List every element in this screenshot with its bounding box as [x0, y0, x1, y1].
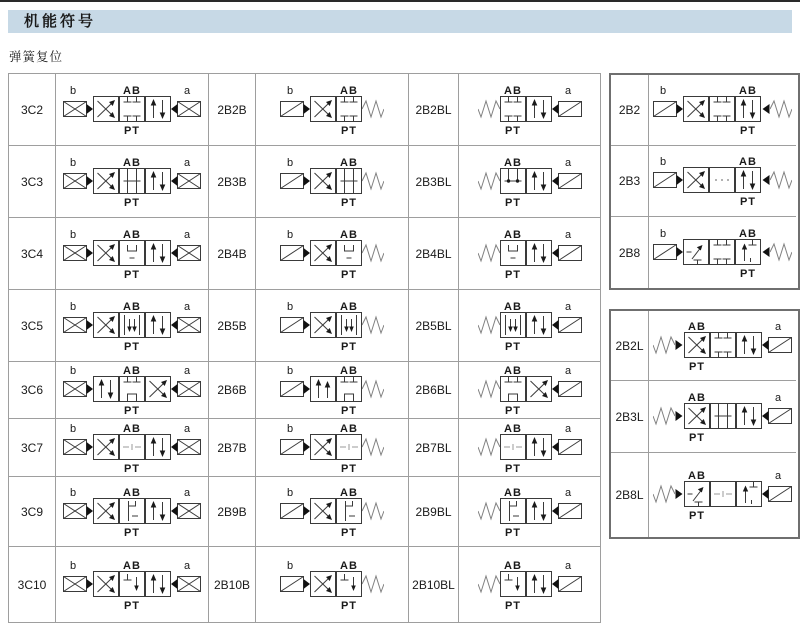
svg-text:PT: PT [340, 340, 358, 352]
svg-text:AB: AB [503, 559, 522, 572]
svg-text:AB: AB [123, 486, 141, 499]
type-label-3C2: 3C2 [9, 74, 56, 146]
svg-text:b: b [69, 156, 77, 169]
svg-text:a: a [564, 300, 571, 313]
svg-text:a: a [564, 84, 571, 97]
section-subtitle: 弹簧复位 [9, 50, 64, 64]
svg-text:PT: PT [123, 526, 141, 538]
svg-text:AB: AB [123, 300, 141, 313]
type-label-2B4B: 2B4B [209, 218, 256, 290]
symbol-cell-2B6BL [459, 362, 601, 419]
svg-text:a: a [564, 559, 571, 572]
svg-text:PT: PT [123, 268, 141, 280]
svg-text:b: b [659, 156, 667, 168]
page-title-bar [8, 10, 792, 33]
type-label-3C4: 3C4 [9, 218, 56, 290]
symbol-cell-2B7BL [459, 419, 601, 477]
side-box-top [609, 73, 800, 290]
symbol-cell-2B3 [649, 146, 796, 217]
symbol-cell-2B3L [649, 381, 796, 453]
svg-text:AB: AB [123, 422, 141, 435]
svg-text:AB: AB [123, 84, 141, 97]
svg-text:AB: AB [503, 156, 522, 169]
svg-text:b: b [69, 486, 77, 499]
valve-symbol-2B3B [276, 156, 388, 208]
svg-text:a: a [564, 422, 571, 435]
svg-text:PT: PT [340, 599, 358, 611]
svg-text:AB: AB [503, 84, 522, 97]
symbol-cell-2B4BL [459, 218, 601, 290]
type-label-2B7B: 2B7B [209, 419, 256, 477]
svg-text:PT: PT [340, 124, 358, 136]
type-label-2B8: 2B8 [611, 217, 649, 288]
type-label-2B5BL: 2B5BL [409, 290, 459, 362]
side-box-bottom [609, 309, 800, 539]
svg-text:PT: PT [688, 431, 706, 443]
type-label-2B2B: 2B2B [209, 74, 256, 146]
svg-text:a: a [564, 228, 571, 241]
svg-text:PT: PT [340, 462, 358, 474]
symbol-cell-2B10BL [459, 547, 601, 623]
valve-symbol-2B3L [649, 391, 796, 443]
type-label-2B9B: 2B9B [209, 477, 256, 547]
valve-symbol-2B10BL [474, 559, 586, 611]
type-label-2B3B: 2B3B [209, 146, 256, 218]
symbol-cell-3C4 [56, 218, 209, 290]
svg-text:AB: AB [688, 391, 706, 404]
svg-text:AB: AB [340, 84, 358, 97]
svg-text:a: a [183, 559, 191, 572]
valve-symbol-3C4 [59, 228, 205, 280]
page-title: 机能符号 [24, 13, 97, 30]
svg-text:AB: AB [739, 156, 757, 168]
svg-text:a: a [183, 365, 191, 377]
symbol-cell-2B9BL [459, 477, 601, 547]
svg-text:b: b [69, 422, 77, 435]
valve-symbol-2B2B [276, 84, 388, 136]
type-label-2B3: 2B3 [611, 146, 649, 217]
svg-text:AB: AB [340, 300, 358, 313]
svg-text:AB: AB [739, 85, 757, 97]
symbol-cell-2B8 [649, 217, 796, 288]
svg-text:PT: PT [504, 124, 521, 136]
svg-text:a: a [774, 320, 782, 333]
valve-symbol-2B9BL [474, 486, 586, 538]
valve-symbol-2B6BL [474, 364, 586, 416]
svg-text:b: b [69, 84, 77, 97]
svg-text:PT: PT [123, 124, 141, 136]
symbol-cell-3C10 [56, 547, 209, 623]
svg-text:PT: PT [504, 196, 521, 208]
type-label-2B2: 2B2 [611, 75, 649, 146]
symbol-cell-2B9B [256, 477, 409, 547]
svg-text:PT: PT [123, 340, 141, 352]
type-label-2B6B: 2B6B [209, 362, 256, 419]
svg-text:b: b [286, 156, 294, 169]
type-label-2B5B: 2B5B [209, 290, 256, 362]
symbol-cell-2B2BL [459, 74, 601, 146]
svg-text:a: a [183, 228, 191, 241]
svg-text:PT: PT [504, 462, 521, 474]
svg-text:AB: AB [340, 422, 358, 435]
valve-symbol-2B5B [276, 300, 388, 352]
valve-symbol-3C5 [59, 300, 205, 352]
svg-text:AB: AB [340, 156, 358, 169]
valve-symbol-2B8L [649, 469, 796, 521]
svg-text:PT: PT [123, 405, 141, 416]
valve-symbol-2B3 [649, 155, 796, 207]
svg-text:PT: PT [340, 268, 358, 280]
svg-text:PT: PT [504, 340, 521, 352]
type-label-3C10: 3C10 [9, 547, 56, 623]
side-column [609, 73, 800, 539]
symbol-cell-2B8L [649, 453, 796, 537]
valve-symbol-2B4BL [474, 228, 586, 280]
valve-symbol-3C9 [59, 486, 205, 538]
svg-text:b: b [286, 84, 294, 97]
svg-text:b: b [286, 228, 294, 241]
svg-text:PT: PT [739, 196, 757, 207]
valve-symbol-2B5BL [474, 300, 586, 352]
symbol-cell-2B6B [256, 362, 409, 419]
svg-text:a: a [564, 365, 571, 377]
svg-text:a: a [774, 391, 782, 404]
svg-text:a: a [183, 156, 191, 169]
svg-text:b: b [286, 365, 294, 377]
svg-text:b: b [659, 227, 667, 240]
svg-text:AB: AB [123, 365, 141, 377]
svg-text:AB: AB [503, 300, 522, 313]
type-label-2B9BL: 2B9BL [409, 477, 459, 547]
svg-text:PT: PT [340, 405, 358, 416]
svg-text:b: b [69, 559, 77, 572]
svg-text:PT: PT [504, 526, 521, 538]
svg-text:a: a [183, 486, 191, 499]
svg-text:PT: PT [688, 360, 706, 372]
symbol-cell-3C7 [56, 419, 209, 477]
svg-text:b: b [286, 486, 294, 499]
svg-text:a: a [564, 486, 571, 499]
symbol-cell-3C6 [56, 362, 209, 419]
valve-symbol-2B4B [276, 228, 388, 280]
type-label-2B6BL: 2B6BL [409, 362, 459, 419]
svg-text:PT: PT [739, 267, 757, 279]
symbol-cell-2B5B [256, 290, 409, 362]
valve-symbol-3C10 [59, 559, 205, 611]
svg-text:b: b [659, 85, 667, 97]
svg-text:b: b [286, 300, 294, 313]
valve-symbol-3C3 [59, 156, 205, 208]
svg-text:b: b [69, 228, 77, 241]
symbol-cell-3C2 [56, 74, 209, 146]
symbol-cell-2B10B [256, 547, 409, 623]
valve-symbol-3C7 [59, 422, 205, 474]
svg-text:AB: AB [503, 486, 522, 499]
svg-text:AB: AB [503, 365, 522, 377]
symbol-cell-2B5BL [459, 290, 601, 362]
svg-text:PT: PT [504, 599, 521, 611]
svg-text:PT: PT [340, 196, 358, 208]
svg-text:AB: AB [688, 320, 706, 333]
svg-text:PT: PT [688, 510, 706, 521]
content-area [0, 73, 800, 623]
symbol-cell-3C5 [56, 290, 209, 362]
svg-text:AB: AB [688, 470, 706, 482]
symbol-cell-2B3BL [459, 146, 601, 218]
symbol-cell-2B3B [256, 146, 409, 218]
type-label-3C9: 3C9 [9, 477, 56, 547]
valve-symbol-2B8 [649, 227, 796, 279]
svg-text:a: a [183, 300, 191, 313]
valve-symbol-2B10B [276, 559, 388, 611]
symbol-cell-3C3 [56, 146, 209, 218]
type-label-2B10BL: 2B10BL [409, 547, 459, 623]
symbol-cell-2B2B [256, 74, 409, 146]
valve-symbol-2B2L [649, 320, 796, 372]
symbol-cell-2B2L [649, 311, 796, 381]
symbol-cell-2B4B [256, 218, 409, 290]
symbol-table [8, 73, 601, 623]
svg-text:AB: AB [340, 486, 358, 499]
type-label-2B3L: 2B3L [611, 381, 649, 453]
svg-text:AB: AB [123, 156, 141, 169]
svg-text:b: b [286, 422, 294, 435]
svg-text:AB: AB [503, 228, 522, 241]
type-label-2B7BL: 2B7BL [409, 419, 459, 477]
symbol-cell-3C9 [56, 477, 209, 547]
svg-text:AB: AB [123, 228, 141, 241]
svg-text:AB: AB [340, 559, 358, 572]
svg-text:PT: PT [123, 462, 141, 474]
svg-text:PT: PT [504, 405, 521, 416]
svg-text:PT: PT [504, 268, 521, 280]
svg-text:PT: PT [123, 599, 141, 611]
valve-symbol-2B3BL [474, 156, 586, 208]
type-label-3C7: 3C7 [9, 419, 56, 477]
type-label-3C3: 3C3 [9, 146, 56, 218]
symbol-cell-2B2 [649, 75, 796, 146]
symbol-cell-2B7B [256, 419, 409, 477]
svg-text:a: a [183, 422, 191, 435]
valve-symbol-2B6B [276, 364, 388, 416]
svg-text:PT: PT [739, 125, 757, 136]
top-rule [0, 0, 800, 2]
type-label-3C6: 3C6 [9, 362, 56, 419]
valve-symbol-3C2 [59, 84, 205, 136]
svg-text:a: a [564, 156, 571, 169]
svg-text:AB: AB [340, 365, 358, 377]
type-label-2B2L: 2B2L [611, 311, 649, 381]
svg-text:PT: PT [123, 196, 141, 208]
svg-text:b: b [69, 300, 77, 313]
svg-text:PT: PT [340, 526, 358, 538]
valve-symbol-2B7BL [474, 422, 586, 474]
valve-symbol-3C6 [59, 364, 205, 416]
type-label-2B10B: 2B10B [209, 547, 256, 623]
svg-text:AB: AB [123, 559, 141, 572]
svg-text:AB: AB [503, 422, 522, 435]
svg-text:a: a [183, 84, 191, 97]
type-label-2B3BL: 2B3BL [409, 146, 459, 218]
valve-symbol-2B2 [649, 84, 796, 136]
svg-text:AB: AB [340, 228, 358, 241]
valve-symbol-2B7B [276, 422, 388, 474]
valve-symbol-2B9B [276, 486, 388, 538]
valve-symbol-2B2BL [474, 84, 586, 136]
svg-text:b: b [69, 365, 77, 377]
type-label-3C5: 3C5 [9, 290, 56, 362]
type-label-2B4BL: 2B4BL [409, 218, 459, 290]
svg-text:AB: AB [739, 227, 757, 240]
svg-text:b: b [286, 559, 294, 572]
svg-text:a: a [774, 470, 782, 482]
type-label-2B8L: 2B8L [611, 453, 649, 537]
type-label-2B2BL: 2B2BL [409, 74, 459, 146]
